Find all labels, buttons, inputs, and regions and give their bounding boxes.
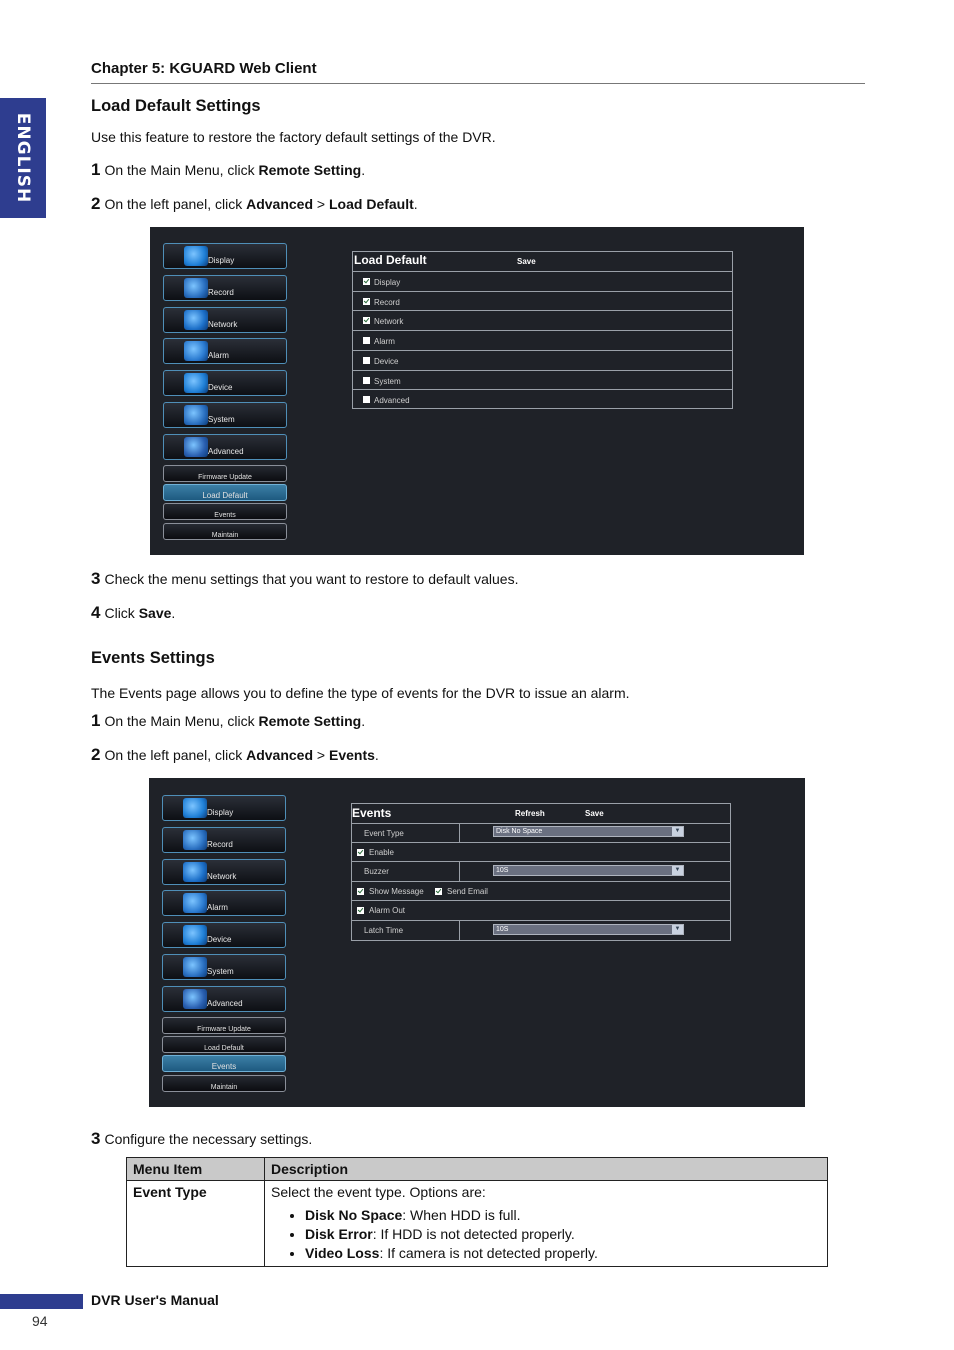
menu-button-record[interactable]: [163, 275, 287, 301]
description-cell: [265, 1181, 828, 1267]
buzzer-label: Buzzer: [364, 867, 389, 876]
row-event-type: [352, 823, 730, 843]
menu-button-label: System: [207, 967, 234, 976]
submenu-item-events[interactable]: [163, 503, 287, 520]
menu-button-alarm[interactable]: [162, 890, 286, 916]
row-network: [353, 310, 732, 331]
refresh-button[interactable]: Refresh: [515, 809, 545, 818]
alarm-out-label: Alarm Out: [369, 906, 406, 915]
record-label: Record: [374, 297, 400, 307]
menu-button-label: Device: [208, 383, 233, 393]
menu-item-table: [126, 1157, 828, 1267]
network-icon: [183, 862, 207, 882]
monitor-icon: [183, 798, 207, 818]
row-notify: [352, 881, 730, 901]
page-number: 94: [32, 1313, 48, 1329]
row-latch-time: [352, 920, 730, 941]
menu-button-label: Advanced: [208, 446, 244, 456]
display-checkbox[interactable]: [363, 278, 370, 285]
record-checkbox[interactable]: [363, 298, 370, 305]
menu-button-display[interactable]: [163, 243, 287, 269]
menu-button-advanced[interactable]: [162, 986, 286, 1012]
show-message-checkbox[interactable]: [357, 888, 364, 895]
submenu-item-label: Events: [211, 1062, 237, 1072]
form-title: Load Default: [354, 253, 427, 267]
chevron-down-icon: ▼: [672, 866, 683, 875]
system-label: System: [374, 376, 401, 386]
menu-button-display[interactable]: [162, 795, 286, 821]
menu-button-label: Record: [208, 287, 234, 297]
column-divider: [459, 862, 460, 882]
network-icon: [184, 310, 208, 330]
row-device: [353, 350, 732, 371]
advanced-label: Advanced: [374, 396, 410, 406]
table-header-row: [127, 1158, 828, 1181]
column-divider: [459, 921, 460, 941]
send-email-label: Send Email: [447, 887, 488, 896]
menu-button-label: Display: [208, 256, 235, 265]
alarm-icon: [184, 341, 208, 361]
monitor-icon: [184, 246, 208, 266]
language-tab-label: ENGLISH: [13, 112, 33, 204]
submenu-item-maintain[interactable]: [163, 523, 287, 540]
enable-label: Enable: [369, 848, 394, 857]
menu-button-label: Alarm: [208, 351, 229, 361]
column-header: Description: [265, 1158, 828, 1181]
device-checkbox[interactable]: [363, 357, 370, 364]
alarm-icon: [183, 893, 207, 913]
advanced-checkbox[interactable]: [363, 396, 370, 403]
section-intro: The Events page allows you to define the type of events for the DVR to issue an alarm.: [91, 685, 630, 701]
row-alarm-out: [352, 900, 730, 921]
column-divider: [459, 824, 460, 843]
system-gear-icon: [184, 405, 208, 425]
menu-button-label: Device: [207, 935, 232, 945]
event-type-label: Event Type: [364, 829, 404, 838]
enable-checkbox[interactable]: [357, 849, 364, 856]
list-item: • Disk No Space: When HDD is full.: [305, 1206, 821, 1225]
language-tab: [0, 98, 46, 218]
chevron-down-icon: ▼: [672, 925, 683, 934]
show-message-label: Show Message: [369, 887, 424, 896]
chapter-divider: [91, 83, 865, 84]
section-title-load-default: Load Default Settings: [91, 97, 261, 115]
step-1: 1 On the Main Menu, click Remote Setting.: [91, 160, 366, 179]
row-display: [353, 271, 732, 292]
event-type-select[interactable]: Disk No Space ▼: [493, 826, 684, 837]
load-default-form: [352, 251, 733, 409]
menu-button-label: Network: [208, 319, 238, 329]
footer-title: DVR User's Manual: [91, 1292, 219, 1308]
description-intro: Select the event type. Options are:: [271, 1184, 486, 1200]
menu-button-label: Network: [207, 871, 237, 881]
section-intro: Use this feature to restore the factory default settings of the DVR.: [91, 129, 496, 145]
network-label: Network: [374, 317, 404, 327]
device-label: Device: [374, 356, 399, 366]
alarm-out-checkbox[interactable]: [357, 907, 364, 914]
submenu-item-load-default[interactable]: [162, 1036, 286, 1053]
alarm-checkbox[interactable]: [363, 337, 370, 344]
column-header: Menu Item: [127, 1158, 265, 1181]
step-3: 3 Configure the necessary settings.: [91, 1129, 313, 1148]
submenu-item-firmware-update[interactable]: [163, 465, 287, 482]
row-enable: [352, 842, 730, 862]
row-system: [353, 370, 732, 391]
menu-button-device[interactable]: [162, 922, 286, 948]
save-button[interactable]: Save: [585, 809, 604, 818]
screenshot-load-default: [150, 227, 804, 555]
system-gear-icon: [183, 957, 207, 977]
submenu-item-label: Maintain: [211, 531, 239, 539]
chevron-down-icon: ▼: [672, 827, 683, 836]
step-4: 4 Click Save.: [91, 603, 176, 622]
list-item: • Disk Error: If HDD is not detected properly.: [305, 1225, 821, 1244]
menu-button-system[interactable]: [163, 402, 287, 428]
device-icon: [184, 373, 208, 393]
submenu-item-label: Load Default: [204, 1045, 244, 1053]
row-advanced: [353, 389, 732, 410]
send-email-checkbox[interactable]: [435, 888, 442, 895]
submenu-item-label: Load Default: [202, 491, 248, 501]
menu-button-label: System: [208, 415, 235, 424]
submenu-item-events[interactable]: [162, 1055, 286, 1072]
menu-button-label: Alarm: [207, 903, 228, 913]
save-button[interactable]: Save: [517, 257, 536, 266]
options-list: [271, 1206, 821, 1263]
menu-button-network[interactable]: [163, 307, 287, 333]
menu-button-label: Record: [207, 839, 233, 849]
chapter-title: Chapter 5: KGUARD Web Client: [91, 60, 317, 77]
events-form: [351, 803, 731, 941]
advanced-tools-icon: [184, 437, 208, 457]
footer-bar: [0, 1294, 83, 1309]
record-icon: [183, 830, 207, 850]
submenu-item-label: Firmware Update: [197, 1026, 251, 1033]
display-label: Display: [374, 278, 401, 287]
row-record: [353, 291, 732, 312]
screenshot-events: [149, 778, 805, 1107]
table-row: [127, 1181, 828, 1267]
menu-button-label: Display: [207, 808, 234, 817]
row-alarm: [353, 330, 732, 351]
system-checkbox[interactable]: [363, 377, 370, 384]
form-title: Events: [352, 806, 392, 820]
record-icon: [184, 278, 208, 298]
step-1: 1 On the Main Menu, click Remote Setting.: [91, 711, 366, 730]
section-title-events: Events Settings: [91, 649, 215, 667]
latch-time-select[interactable]: 10S ▼: [493, 924, 684, 935]
submenu-item-label: Maintain: [210, 1083, 238, 1091]
step-2: 2 On the left panel, click Advanced > Events.: [91, 745, 379, 764]
menu-button-device[interactable]: [163, 370, 287, 396]
menu-button-network[interactable]: [162, 859, 286, 885]
device-icon: [183, 925, 207, 945]
menu-button-label: Advanced: [207, 998, 243, 1008]
buzzer-select[interactable]: 10S ▼: [493, 865, 684, 876]
menu-button-record[interactable]: [162, 827, 286, 853]
menu-item-cell: Event Type: [127, 1181, 265, 1267]
menu-button-advanced[interactable]: [163, 434, 287, 460]
row-buzzer: [352, 861, 730, 882]
submenu-item-firmware-update[interactable]: [162, 1017, 286, 1034]
advanced-tools-icon: [183, 989, 207, 1009]
menu-button-system[interactable]: [162, 954, 286, 980]
submenu-item-label: Events: [214, 512, 236, 520]
submenu-item-load-default[interactable]: [163, 484, 287, 501]
latch-time-label: Latch Time: [364, 926, 404, 935]
submenu-item-label: Firmware Update: [198, 474, 252, 481]
step-2: 2 On the left panel, click Advanced > Load Default.: [91, 194, 418, 213]
step-3: 3 Check the menu settings that you want to restore to default values.: [91, 569, 519, 588]
submenu-item-maintain[interactable]: [162, 1075, 286, 1092]
network-checkbox[interactable]: [363, 317, 370, 324]
menu-button-alarm[interactable]: [163, 338, 287, 364]
alarm-label: Alarm: [374, 337, 395, 347]
list-item: • Video Loss: If camera is not detected properly.: [305, 1244, 821, 1263]
